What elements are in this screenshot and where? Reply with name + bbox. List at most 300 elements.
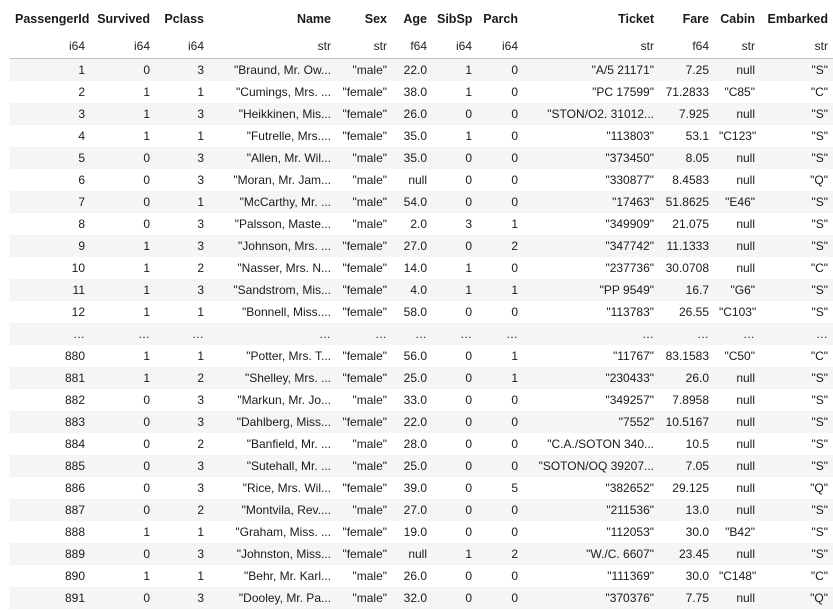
cell-embarked: "S" <box>760 59 833 82</box>
cell-survived: 1 <box>90 301 155 323</box>
cell-passengerid: 891 <box>10 587 90 609</box>
column-header-sibsp: SibSp <box>437 12 473 26</box>
table-body <box>10 59 833 610</box>
cell-name: "Futrelle, Mrs.... <box>209 125 336 147</box>
table-row <box>10 433 833 455</box>
cell-age: null <box>392 169 432 191</box>
cell-sex: "male" <box>336 565 392 587</box>
cell-pclass: 1 <box>155 521 209 543</box>
cell-cabin: "C103" <box>714 301 760 323</box>
column-header-row <box>10 0 833 34</box>
cell-pclass: 3 <box>155 587 209 609</box>
cell-age: 35.0 <box>392 147 432 169</box>
cell-embarked: "Q" <box>760 587 833 609</box>
cell-pclass: 1 <box>155 301 209 323</box>
column-dtype-pclass: i64 <box>155 34 209 59</box>
cell-sibsp: 0 <box>432 477 477 499</box>
cell-age: 19.0 <box>392 521 432 543</box>
cell-survived: 0 <box>90 147 155 169</box>
cell-embarked: "S" <box>760 499 833 521</box>
cell-passengerid: 887 <box>10 499 90 521</box>
cell-sex: "female" <box>336 279 392 301</box>
cell-parch: 1 <box>477 367 523 389</box>
cell-sibsp: 0 <box>432 191 477 213</box>
cell-fare: 7.8958 <box>659 389 714 411</box>
cell-passengerid: 882 <box>10 389 90 411</box>
cell-pclass: 2 <box>155 433 209 455</box>
cell-embarked: "S" <box>760 521 833 543</box>
cell-name: "Allen, Mr. Wil... <box>209 147 336 169</box>
cell-pclass: 3 <box>155 411 209 433</box>
cell-ticket: "230433" <box>523 367 659 389</box>
column-dtype-cabin: str <box>714 34 760 59</box>
table-row <box>10 499 833 521</box>
cell-pclass: 1 <box>155 345 209 367</box>
cell-parch: 1 <box>477 213 523 235</box>
cell-age: 26.0 <box>392 103 432 125</box>
cell-embarked: "C" <box>760 257 833 279</box>
cell-survived: 1 <box>90 367 155 389</box>
cell-fare: 16.7 <box>659 279 714 301</box>
cell-parch: 0 <box>477 191 523 213</box>
cell-age: … <box>392 323 432 345</box>
cell-age: 39.0 <box>392 477 432 499</box>
cell-cabin: "C123" <box>714 125 760 147</box>
cell-survived: 0 <box>90 455 155 477</box>
cell-fare: 7.05 <box>659 455 714 477</box>
column-header-cabin: Cabin <box>720 12 755 26</box>
cell-age: 35.0 <box>392 125 432 147</box>
cell-fare: 23.45 <box>659 543 714 565</box>
cell-ticket: … <box>523 323 659 345</box>
cell-parch: 0 <box>477 147 523 169</box>
cell-fare: 10.5 <box>659 433 714 455</box>
cell-survived: 1 <box>90 279 155 301</box>
cell-sex: "female" <box>336 235 392 257</box>
cell-cabin: null <box>714 367 760 389</box>
cell-age: 26.0 <box>392 565 432 587</box>
cell-pclass: 3 <box>155 235 209 257</box>
cell-name: "Heikkinen, Mis... <box>209 103 336 125</box>
column-dtype-ticket: str <box>523 34 659 59</box>
cell-age: 33.0 <box>392 389 432 411</box>
cell-cabin: null <box>714 587 760 609</box>
cell-name: "Palsson, Maste... <box>209 213 336 235</box>
cell-pclass: 3 <box>155 543 209 565</box>
cell-passengerid: 1 <box>10 59 90 82</box>
cell-passengerid: 11 <box>10 279 90 301</box>
column-header-sex: Sex <box>364 12 387 26</box>
cell-name: "Banfield, Mr. ... <box>209 433 336 455</box>
cell-sibsp: 0 <box>432 103 477 125</box>
cell-passengerid: 4 <box>10 125 90 147</box>
cell-embarked: "S" <box>760 191 833 213</box>
cell-parch: 1 <box>477 279 523 301</box>
cell-embarked: "C" <box>760 565 833 587</box>
cell-survived: 1 <box>90 81 155 103</box>
cell-sex: … <box>336 323 392 345</box>
cell-name: "Johnson, Mrs. ... <box>209 235 336 257</box>
table-row <box>10 147 833 169</box>
cell-sex: "male" <box>336 213 392 235</box>
column-dtype-survived: i64 <box>90 34 155 59</box>
table-row <box>10 565 833 587</box>
cell-fare: … <box>659 323 714 345</box>
cell-cabin: null <box>714 499 760 521</box>
cell-name: "Potter, Mrs. T... <box>209 345 336 367</box>
cell-sex: "male" <box>336 587 392 609</box>
cell-fare: 30.0708 <box>659 257 714 279</box>
table-row <box>10 367 833 389</box>
cell-parch: 0 <box>477 301 523 323</box>
cell-cabin: null <box>714 455 760 477</box>
cell-embarked: "C" <box>760 81 833 103</box>
cell-passengerid: 5 <box>10 147 90 169</box>
cell-embarked: "S" <box>760 103 833 125</box>
cell-name: … <box>209 323 336 345</box>
dataframe-table <box>10 0 833 609</box>
cell-name: "Dahlberg, Miss... <box>209 411 336 433</box>
cell-age: 4.0 <box>392 279 432 301</box>
column-header-embarked: Embarked <box>767 12 828 26</box>
cell-name: "Johnston, Miss... <box>209 543 336 565</box>
cell-fare: 30.0 <box>659 565 714 587</box>
cell-passengerid: 3 <box>10 103 90 125</box>
cell-embarked: "S" <box>760 301 833 323</box>
cell-age: 27.0 <box>392 235 432 257</box>
cell-ticket: "A/5 21171" <box>523 59 659 82</box>
cell-parch: 0 <box>477 59 523 82</box>
cell-passengerid: 9 <box>10 235 90 257</box>
cell-pclass: 1 <box>155 191 209 213</box>
cell-age: 22.0 <box>392 59 432 82</box>
table-row <box>10 411 833 433</box>
column-header-pclass: Pclass <box>164 12 204 26</box>
cell-ticket: "113803" <box>523 125 659 147</box>
column-dtype-passengerid: i64 <box>10 34 90 59</box>
table-row <box>10 59 833 82</box>
column-header-ticket: Ticket <box>618 12 654 26</box>
cell-sibsp: 3 <box>432 213 477 235</box>
cell-passengerid: 886 <box>10 477 90 499</box>
cell-parch: 0 <box>477 565 523 587</box>
cell-name: "Markun, Mr. Jo... <box>209 389 336 411</box>
cell-embarked: "S" <box>760 235 833 257</box>
cell-cabin: null <box>714 389 760 411</box>
table-row <box>10 543 833 565</box>
cell-name: "Bonnell, Miss.... <box>209 301 336 323</box>
cell-name: "Sutehall, Mr. ... <box>209 455 336 477</box>
cell-sibsp: … <box>432 323 477 345</box>
cell-cabin: null <box>714 433 760 455</box>
cell-survived: 1 <box>90 257 155 279</box>
table-row <box>10 235 833 257</box>
cell-survived: 0 <box>90 389 155 411</box>
dtype-row <box>10 34 833 59</box>
cell-ticket: "11767" <box>523 345 659 367</box>
cell-fare: 8.4583 <box>659 169 714 191</box>
cell-sex: "female" <box>336 125 392 147</box>
cell-name: "Behr, Mr. Karl... <box>209 565 336 587</box>
cell-age: 2.0 <box>392 213 432 235</box>
table-row <box>10 477 833 499</box>
cell-fare: 30.0 <box>659 521 714 543</box>
cell-pclass: … <box>155 323 209 345</box>
cell-fare: 13.0 <box>659 499 714 521</box>
cell-parch: 0 <box>477 433 523 455</box>
cell-parch: 0 <box>477 499 523 521</box>
cell-fare: 71.2833 <box>659 81 714 103</box>
cell-sex: "male" <box>336 433 392 455</box>
cell-ticket: "PP 9549" <box>523 279 659 301</box>
cell-sibsp: 1 <box>432 125 477 147</box>
cell-sibsp: 1 <box>432 59 477 82</box>
cell-age: 22.0 <box>392 411 432 433</box>
cell-pclass: 3 <box>155 147 209 169</box>
cell-parch: 0 <box>477 389 523 411</box>
cell-fare: 29.125 <box>659 477 714 499</box>
cell-age: 25.0 <box>392 367 432 389</box>
table-row <box>10 125 833 147</box>
cell-fare: 11.1333 <box>659 235 714 257</box>
cell-sex: "female" <box>336 411 392 433</box>
cell-pclass: 3 <box>155 169 209 191</box>
cell-sibsp: 1 <box>432 257 477 279</box>
cell-parch: 1 <box>477 345 523 367</box>
cell-sibsp: 0 <box>432 499 477 521</box>
table-row <box>10 301 833 323</box>
cell-sibsp: 0 <box>432 587 477 609</box>
cell-age: null <box>392 543 432 565</box>
cell-survived: 0 <box>90 543 155 565</box>
cell-name: "Sandstrom, Mis... <box>209 279 336 301</box>
cell-sibsp: 0 <box>432 147 477 169</box>
cell-ticket: "7552" <box>523 411 659 433</box>
cell-embarked: … <box>760 323 833 345</box>
cell-sex: "female" <box>336 477 392 499</box>
cell-age: 58.0 <box>392 301 432 323</box>
cell-sex: "male" <box>336 147 392 169</box>
cell-parch: 0 <box>477 521 523 543</box>
cell-survived: 1 <box>90 125 155 147</box>
cell-cabin: "E46" <box>714 191 760 213</box>
cell-sex: "female" <box>336 103 392 125</box>
cell-embarked: "S" <box>760 543 833 565</box>
cell-sex: "female" <box>336 345 392 367</box>
cell-parch: 0 <box>477 411 523 433</box>
cell-name: "Montvila, Rev.... <box>209 499 336 521</box>
table-row <box>10 103 833 125</box>
cell-survived: 0 <box>90 191 155 213</box>
cell-parch: 2 <box>477 235 523 257</box>
cell-survived: 1 <box>90 235 155 257</box>
cell-sex: "female" <box>336 301 392 323</box>
table-row <box>10 257 833 279</box>
cell-survived: 0 <box>90 477 155 499</box>
cell-parch: 2 <box>477 543 523 565</box>
cell-pclass: 3 <box>155 213 209 235</box>
cell-fare: 83.1583 <box>659 345 714 367</box>
cell-cabin: "C148" <box>714 565 760 587</box>
cell-sex: "male" <box>336 499 392 521</box>
cell-embarked: "Q" <box>760 477 833 499</box>
cell-survived: 0 <box>90 433 155 455</box>
cell-cabin: null <box>714 411 760 433</box>
cell-sex: "female" <box>336 367 392 389</box>
cell-age: 25.0 <box>392 455 432 477</box>
column-dtype-parch: i64 <box>477 34 523 59</box>
cell-sibsp: 0 <box>432 367 477 389</box>
cell-embarked: "S" <box>760 433 833 455</box>
cell-parch: 0 <box>477 257 523 279</box>
cell-cabin: "B42" <box>714 521 760 543</box>
cell-ticket: "112053" <box>523 521 659 543</box>
cell-sex: "female" <box>336 257 392 279</box>
cell-pclass: 1 <box>155 565 209 587</box>
cell-fare: 53.1 <box>659 125 714 147</box>
column-header-name: Name <box>296 12 331 26</box>
table-row <box>10 587 833 609</box>
column-dtype-sex: str <box>336 34 392 59</box>
table-row <box>10 213 833 235</box>
cell-pclass: 2 <box>155 257 209 279</box>
cell-embarked: "S" <box>760 147 833 169</box>
cell-ticket: "113783" <box>523 301 659 323</box>
cell-fare: 7.75 <box>659 587 714 609</box>
cell-passengerid: 885 <box>10 455 90 477</box>
cell-sex: "male" <box>336 191 392 213</box>
cell-survived: 0 <box>90 59 155 82</box>
cell-sex: "female" <box>336 521 392 543</box>
cell-pclass: 3 <box>155 103 209 125</box>
cell-parch: 0 <box>477 81 523 103</box>
cell-embarked: "C" <box>760 345 833 367</box>
cell-fare: 21.075 <box>659 213 714 235</box>
cell-age: 27.0 <box>392 499 432 521</box>
table-row <box>10 389 833 411</box>
cell-name: "McCarthy, Mr. ... <box>209 191 336 213</box>
cell-parch: 0 <box>477 169 523 191</box>
column-dtype-age: f64 <box>392 34 432 59</box>
cell-survived: 1 <box>90 565 155 587</box>
cell-name: "Cumings, Mrs. ... <box>209 81 336 103</box>
cell-parch: 5 <box>477 477 523 499</box>
cell-name: "Nasser, Mrs. N... <box>209 257 336 279</box>
cell-age: 38.0 <box>392 81 432 103</box>
cell-sibsp: 0 <box>432 411 477 433</box>
cell-ticket: "17463" <box>523 191 659 213</box>
cell-ticket: "STON/O2. 31012... <box>523 103 659 125</box>
cell-pclass: 2 <box>155 499 209 521</box>
cell-ticket: "SOTON/OQ 39207... <box>523 455 659 477</box>
cell-ticket: "C.A./SOTON 340... <box>523 433 659 455</box>
cell-passengerid: 889 <box>10 543 90 565</box>
cell-ticket: "PC 17599" <box>523 81 659 103</box>
cell-survived: 0 <box>90 169 155 191</box>
cell-ticket: "373450" <box>523 147 659 169</box>
column-dtype-embarked: str <box>760 34 833 59</box>
cell-survived: 1 <box>90 521 155 543</box>
cell-sibsp: 0 <box>432 433 477 455</box>
cell-cabin: null <box>714 213 760 235</box>
cell-sibsp: 0 <box>432 389 477 411</box>
column-dtype-sibsp: i64 <box>432 34 477 59</box>
cell-sibsp: 0 <box>432 345 477 367</box>
cell-cabin: null <box>714 477 760 499</box>
cell-fare: 51.8625 <box>659 191 714 213</box>
cell-sibsp: 1 <box>432 279 477 301</box>
cell-passengerid: 12 <box>10 301 90 323</box>
cell-passengerid: 6 <box>10 169 90 191</box>
cell-parch: 0 <box>477 125 523 147</box>
cell-embarked: "S" <box>760 367 833 389</box>
cell-name: "Moran, Mr. Jam... <box>209 169 336 191</box>
cell-sex: "female" <box>336 81 392 103</box>
column-header-parch: Parch <box>483 12 518 26</box>
cell-fare: 7.25 <box>659 59 714 82</box>
cell-survived: … <box>90 323 155 345</box>
cell-embarked: "S" <box>760 279 833 301</box>
cell-embarked: "S" <box>760 125 833 147</box>
cell-sibsp: 0 <box>432 235 477 257</box>
cell-sex: "female" <box>336 543 392 565</box>
table-row <box>10 191 833 213</box>
column-header-fare: Fare <box>682 12 709 26</box>
cell-fare: 26.55 <box>659 301 714 323</box>
cell-fare: 8.05 <box>659 147 714 169</box>
table-row <box>10 169 833 191</box>
cell-embarked: "Q" <box>760 169 833 191</box>
cell-cabin: "C85" <box>714 81 760 103</box>
cell-age: 14.0 <box>392 257 432 279</box>
cell-ticket: "349909" <box>523 213 659 235</box>
cell-cabin: null <box>714 235 760 257</box>
table-row <box>10 279 833 301</box>
cell-pclass: 2 <box>155 367 209 389</box>
column-dtype-fare: f64 <box>659 34 714 59</box>
cell-passengerid: 7 <box>10 191 90 213</box>
cell-sibsp: 0 <box>432 565 477 587</box>
dataframe-view <box>10 0 828 609</box>
cell-pclass: 3 <box>155 477 209 499</box>
cell-cabin: "C50" <box>714 345 760 367</box>
cell-ticket: "347742" <box>523 235 659 257</box>
column-header-survived: Survived <box>97 12 150 26</box>
cell-pclass: 3 <box>155 279 209 301</box>
cell-ticket: "237736" <box>523 257 659 279</box>
cell-cabin: null <box>714 257 760 279</box>
cell-fare: 10.5167 <box>659 411 714 433</box>
cell-ticket: "382652" <box>523 477 659 499</box>
cell-ticket: "349257" <box>523 389 659 411</box>
cell-passengerid: 8 <box>10 213 90 235</box>
cell-sibsp: 0 <box>432 169 477 191</box>
cell-embarked: "S" <box>760 411 833 433</box>
cell-sibsp: 0 <box>432 455 477 477</box>
cell-age: 28.0 <box>392 433 432 455</box>
cell-age: 32.0 <box>392 587 432 609</box>
cell-sex: "male" <box>336 455 392 477</box>
cell-pclass: 1 <box>155 125 209 147</box>
cell-cabin: "G6" <box>714 279 760 301</box>
cell-age: 54.0 <box>392 191 432 213</box>
cell-name: "Shelley, Mrs. ... <box>209 367 336 389</box>
cell-name: "Braund, Mr. Ow... <box>209 59 336 82</box>
cell-cabin: null <box>714 543 760 565</box>
table-row <box>10 521 833 543</box>
cell-pclass: 3 <box>155 59 209 82</box>
cell-cabin: … <box>714 323 760 345</box>
